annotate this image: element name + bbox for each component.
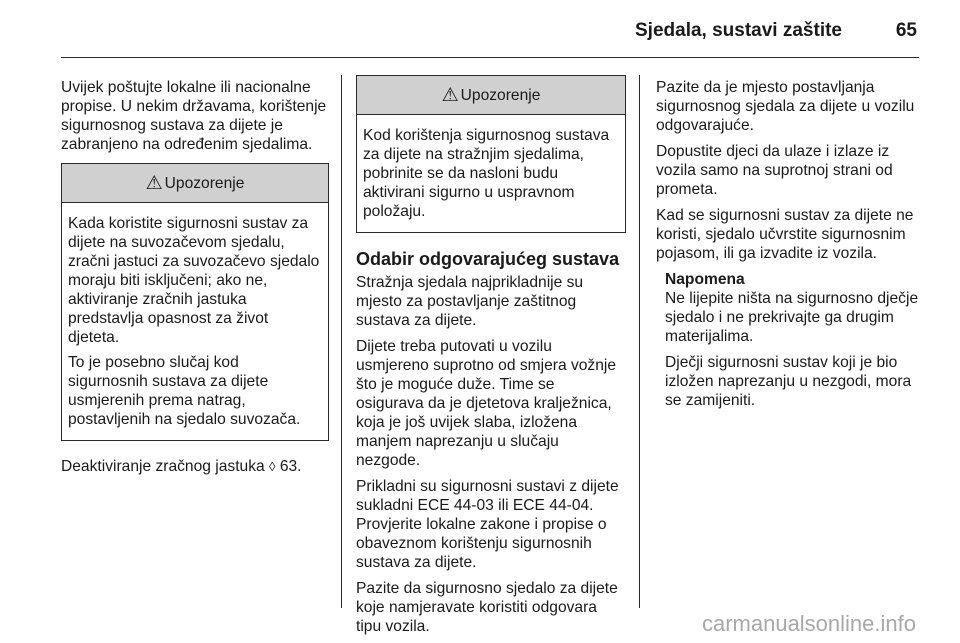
warning-box-backrest (356, 75, 626, 233)
page-title: Sjedala, sustavi zaštite (635, 20, 842, 41)
cross-reference-link[interactable]: 63. (279, 458, 302, 475)
warning-header (357, 76, 625, 115)
body-paragraph: Stražnja sjedala najprikladnije su mjesto za postavljanje zaštitnog sustava za dijete. (356, 274, 584, 329)
column-divider-right (639, 75, 640, 608)
body-paragraph: Pazite da je mjesto postavljanja sigurnosnog sjedala za dijete u vozilu odgovarajuće. (656, 79, 915, 134)
header-divider (61, 57, 919, 58)
warning-title: Upozorenje (164, 174, 245, 192)
column-right (656, 78, 924, 417)
deactivation-reference (61, 457, 329, 476)
section-title: Odabir odgovarajućeg sustava (356, 249, 620, 269)
page-header (0, 0, 960, 60)
warning-triangle-icon: ⚠ (441, 84, 459, 106)
cross-reference-icon: ◊ (269, 459, 276, 474)
column-left (61, 78, 329, 483)
watermark: carmanualsonline.info (701, 611, 916, 636)
column-middle (356, 78, 626, 643)
warning-paragraph: To je posebno slučaj kod sigurnosnih sustava za dijete usmjerenih prema natrag, postavljenih na sjedalo suvozača. (68, 354, 301, 428)
intro-paragraph: Uvijek poštujte lokalne ili nacionalne propise. U nekim državama, korištenje sigurnosnog sustava za dijete je zabranjeno na određenim sjedalima. (61, 79, 327, 153)
column-divider-left (341, 75, 342, 608)
body-paragraph: Prikladni su sigurnosni sustavi z dijete sukladni ECE 44-03 ili ECE 44-04. Provjerite lokalne zakone i propise o obaveznom korištenju sigurnosnih sustava za dijete. (356, 478, 619, 571)
note-block (665, 270, 924, 410)
deactivation-text: Deaktiviranje zračnog jastuka (61, 458, 265, 475)
body-paragraph: Kad se sigurnosni sustav za dijete ne koristi, sjedalo učvrstite sigurnosnim pojasom, ili ga izvadite iz vozila. (656, 207, 914, 262)
warning-paragraph: Kod korištenja sigurnosnog sustava za dijete na stražnjim sjedalima, pobrinite se da nasloni budu aktivirani sigurno u uspravnom položaju. (363, 127, 610, 220)
warning-title: Upozorenje (460, 86, 541, 104)
body-paragraph: Dijete treba putovati u vozilu usmjereno suprotno od smjera vožnje što je moguće duže. Time se osigurava da je djetetova kralježnica, koja je još uvijek slaba, izložena manjem naprezanju u slučaju nezgode. (356, 338, 617, 469)
body-paragraph: Pazite da sigurnosno sjedalo za dijete koje namjeravate koristiti odgovara tipu vozila. (356, 580, 618, 635)
note-paragraph: Dječji sigurnosni sustav koji je bio izložen naprezanju u nezgodi, mora se zamijeniti. (665, 354, 912, 409)
page-number: 65 (895, 20, 917, 41)
warning-paragraph: Kada koristite sigurnosni sustav za dijete na suvozačevom sjedalu, zračni jastuci za suvozačevo sjedalo moraju biti isključeni; ako ne, aktiviranje zračnih jastuka predstavlja opasnost za život djeteta. (68, 215, 320, 346)
warning-body (62, 203, 328, 440)
note-title: Napomena (665, 271, 745, 288)
warning-body (357, 115, 625, 232)
note-paragraph: Ne lijepite ništa na sigurnosno dječje sjedalo i ne prekrivajte ga drugim materijalima. (665, 290, 919, 345)
body-paragraph: Dopustite djeci da ulaze i izlaze iz vozila samo na suprotnoj strani od prometa. (656, 143, 893, 198)
warning-header (62, 164, 328, 203)
warning-triangle-icon: ⚠ (145, 172, 163, 194)
warning-box-airbag (61, 163, 329, 441)
